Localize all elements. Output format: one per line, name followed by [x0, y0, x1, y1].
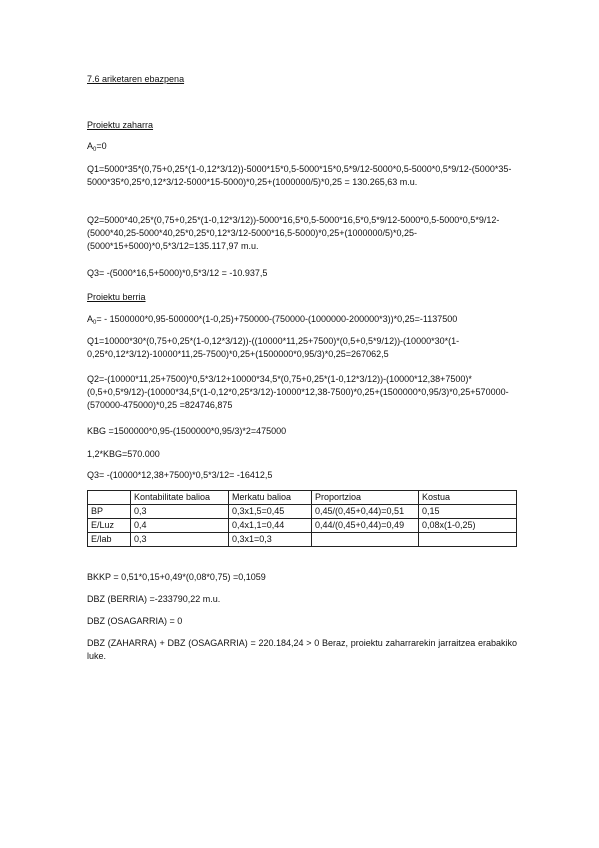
old-q3: Q3= -(5000*16,5+5000)*0,5*3/12 = -10.937,5: [87, 268, 268, 278]
dbz-osagarria-line: DBZ (OSAGARRIA) = 0: [87, 616, 183, 626]
table-header-cell: [88, 491, 131, 505]
table-cell: 0,3: [131, 533, 229, 547]
new-q3: Q3= -(10000*12,38+7500)*0,5*3/12= -16412,5: [87, 470, 273, 480]
page-heading: 7.6 ariketaren ebazpena: [87, 74, 185, 84]
cost-table: [87, 490, 517, 547]
table-header-row: [88, 491, 517, 505]
table-cell: BP: [88, 505, 131, 519]
table-row: [88, 505, 517, 519]
table-cell: 0,4: [131, 519, 229, 533]
new-a0-sub: 0: [93, 320, 97, 326]
old-q2: Q2=5000*40,25*(0,75+0,25*(1-0,12*3/12))-5000*16,5*0,5-5000*16,5*0,5*9/12-5000*0,5-5000*0,5*9/12-(5000*40,25-5000*40,25*0,25*0,12*3/12-5000*16,5-5000)*0,25+(1000000/5)*0,25-(5000*15+5000)*0,5*3/12=135.117,97 m.u.: [87, 215, 500, 251]
kbg-times-line: 1,2*KBG=570.000: [87, 449, 160, 459]
kbg-line: KBG =1500000*0,95-(1500000*0,95/3)*2=475000: [87, 426, 287, 436]
bkkp-line: BKKP = 0,51*0,15+0,49*(0,08*0,75) =0,1059: [87, 572, 266, 582]
table-cell: 0,3x1,5=0,45: [229, 505, 312, 519]
new-q1: Q1=10000*30*(0,75+0,25*(1-0,12*3/12))-((10000*11,25+7500)*(0,5+0,5*9/12))-(10000*30*(1-0,25*0,12*3/12)-10000*11,25-7500)*0,25+(1500000*0,95/3)*0,25=267062,5: [87, 336, 460, 359]
conclusion-paragraph: DBZ (ZAHARRA) + DBZ (OSAGARRIA) = 220.184,24 > 0 Beraz, proiektu zaharrarekin jarraitzea erabakiko luke.: [87, 638, 517, 661]
table-header-cell: Merkatu balioa: [229, 491, 312, 505]
table-cell: 0,45/(0,45+0,44)=0,51: [312, 505, 419, 519]
old-a0-value: =0: [96, 141, 107, 151]
table-row: [88, 533, 517, 547]
dbz-berria-line: DBZ (BERRIA) =-233790,22 m.u.: [87, 594, 221, 604]
old-a0-sub: 0: [93, 147, 97, 153]
table-header-cell: Kostua: [419, 491, 517, 505]
table-cell: 0,08x(1-0,25): [419, 519, 517, 533]
table-cell: E/Luz: [88, 519, 131, 533]
table-header-cell: Kontabilitate balioa: [131, 491, 229, 505]
old-q1: Q1=5000*35*(0,75+0,25*(1-0,12*3/12))-5000*15*0,5-5000*15*0,5*9/12-5000*0,5-5000*0,5*9/12-(5000*35-5000*35*0,25*0,12*3/12-5000*15-5000)*0,25+(1000000/5)*0,25 = 130.265,63 m.u.: [87, 164, 512, 187]
table-cell: 0,4x1,1=0,44: [229, 519, 312, 533]
new-a0-prefix: A: [87, 314, 94, 324]
table-cell: E/lab: [88, 533, 131, 547]
new-project-title: Proiektu berria: [87, 292, 146, 302]
new-a0-line: [87, 313, 517, 326]
table-cell: 0,44/(0,45+0,44)=0,49: [312, 519, 419, 533]
new-a0-value: = - 1500000*0,95-500000*(1-0,25)+750000-(750000-(1000000-200000*3))*0,25=-1137500: [96, 314, 458, 324]
table-cell: [419, 533, 517, 547]
table-cell: 0,3x1=0,3: [229, 533, 312, 547]
old-a0-prefix: A: [87, 141, 94, 151]
table-header-cell: Proportzioa: [312, 491, 419, 505]
table-cell: 0,3: [131, 505, 229, 519]
old-project-title: Proiektu zaharra: [87, 120, 154, 130]
table-row: [88, 519, 517, 533]
new-q2: Q2=-(10000*11,25+7500)*0,5*3/12+10000*34,5*(0,75+0,25*(1-0,12*3/12))-(10000*12,38+7500)*(0,5+0,5*9/12)-(10000*34,5*(1-0,12*0,25*3/12)-10000*12,38-7500)*0,25+(1500000*0,95/3)*0,25+570000-(570000-475000)*0,25 =824746,875: [87, 374, 509, 410]
table-cell: [312, 533, 419, 547]
old-a0-line: [87, 140, 517, 153]
table-cell: 0,15: [419, 505, 517, 519]
